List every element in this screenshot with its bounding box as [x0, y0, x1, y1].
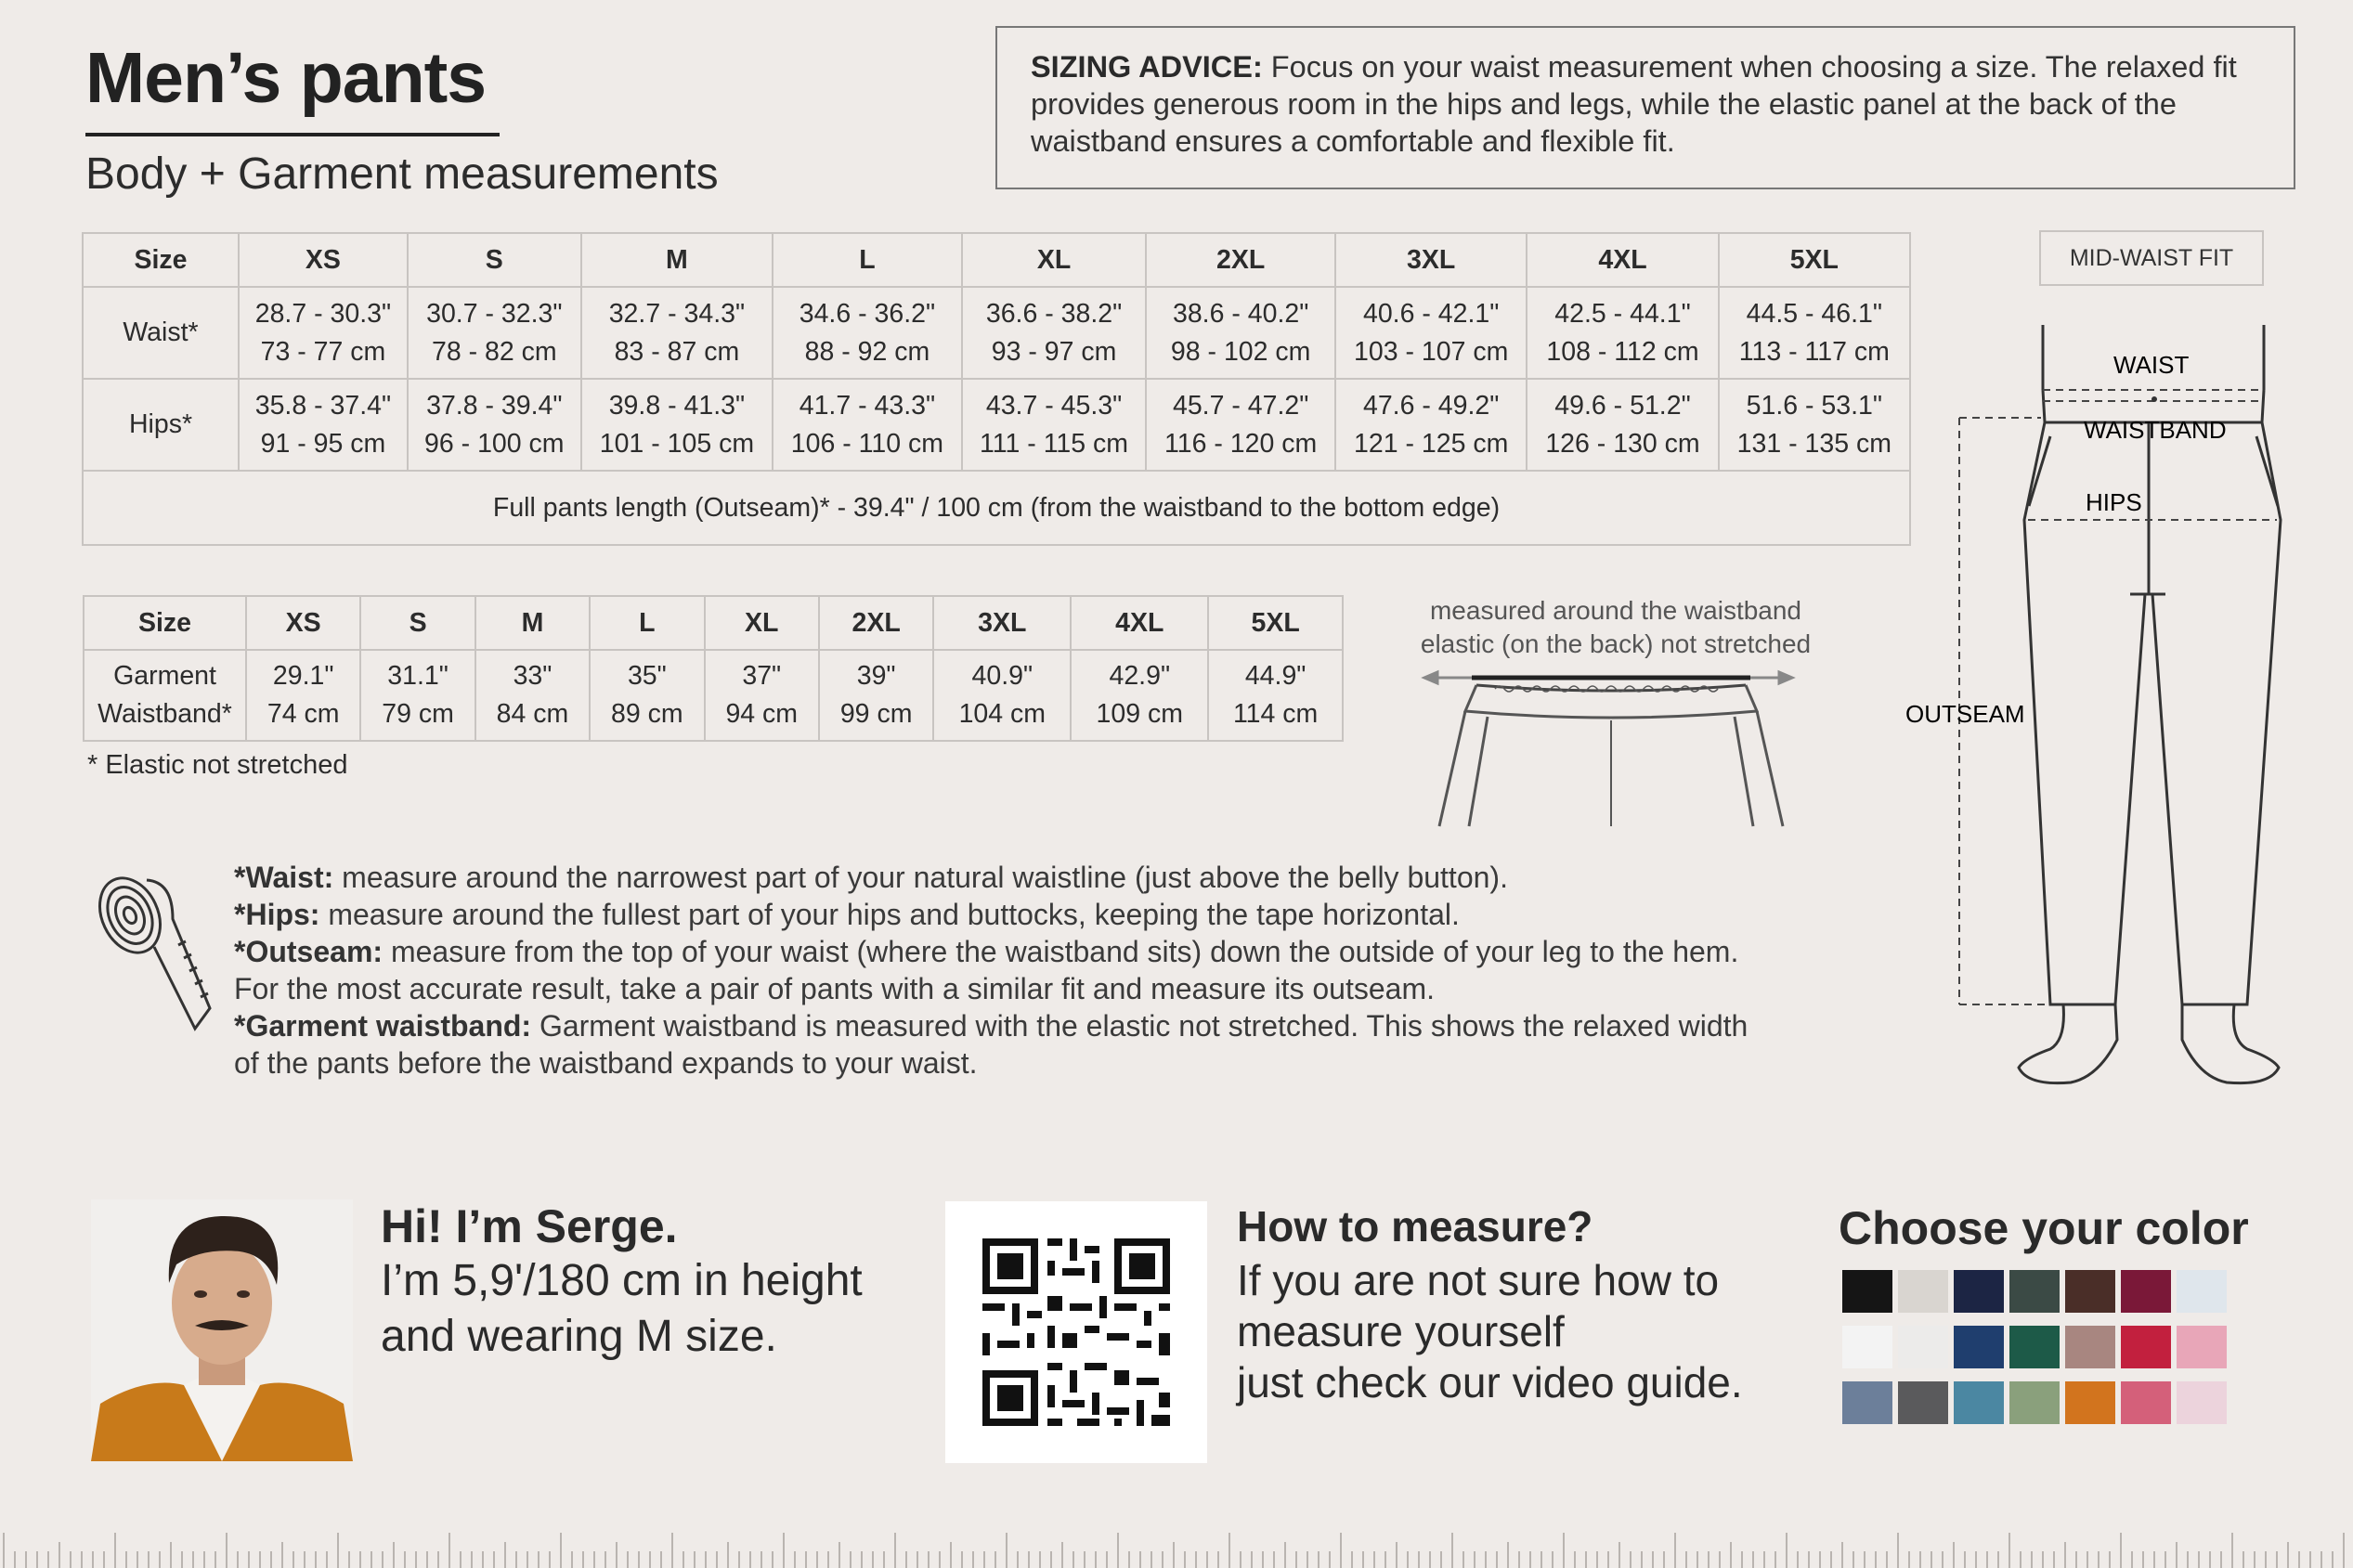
legend-text: Garment waistband is measured with the elastic not stretched. This shows the relaxed width of the pants before the waistband expands to your waist.	[234, 1009, 1748, 1080]
color-swatch[interactable]	[1954, 1270, 2004, 1313]
label-line: Garment	[113, 661, 216, 691]
title-underline	[85, 133, 500, 136]
garment-waistband-label	[84, 650, 246, 741]
cell-cm: 88 - 92 cm	[804, 336, 930, 367]
legend-term: *Hips:	[234, 898, 320, 931]
tape-measure-icon	[89, 862, 214, 1034]
cell-inches: 36.6 - 38.2"	[985, 298, 1123, 329]
size-col-4xl: 4XL	[1071, 596, 1208, 650]
cell-inches: 44.9"	[1244, 661, 1306, 691]
legend-term: *Waist:	[234, 861, 334, 894]
cell-inches: 34.6 - 36.2"	[799, 298, 936, 329]
cell-inches: 40.6 - 42.1"	[1362, 298, 1500, 329]
model-name: Hi! I’m Serge.	[381, 1200, 678, 1252]
cell-inches: 29.1"	[272, 661, 334, 691]
sizing-advice-text: Focus on your waist measurement when choosing a size. The relaxed fit provides generous room in the hips and legs, while the elastic panel at the back of the waistband ensures a comfortable and flexible fit.	[1031, 50, 2237, 158]
table-cell	[1719, 287, 1910, 379]
cell-inches: 28.7 - 30.3"	[254, 298, 392, 329]
cell-cm: 114 cm	[1232, 699, 1319, 729]
sizing-advice-box	[995, 26, 2295, 189]
color-swatch[interactable]	[2121, 1381, 2171, 1424]
cell-inches: 37.8 - 39.4"	[426, 390, 563, 421]
cell-inches: 43.7 - 45.3"	[985, 390, 1123, 421]
cell-inches: 39"	[856, 661, 896, 691]
color-swatch[interactable]	[1842, 1326, 1892, 1368]
hips-row	[83, 379, 1910, 471]
table-header-row	[83, 233, 1910, 287]
color-swatch[interactable]	[1954, 1326, 2004, 1368]
table-cell	[1146, 287, 1335, 379]
size-col-m: M	[475, 596, 590, 650]
ruler-decoration	[0, 1495, 2353, 1568]
cell-inches: 31.1"	[387, 661, 448, 691]
cell-inches: 39.8 - 41.3"	[608, 390, 746, 421]
legend-item-outseam	[234, 933, 1775, 1007]
table-cell	[408, 379, 581, 471]
cell-cm: 121 - 125 cm	[1354, 428, 1509, 459]
size-header: Size	[83, 233, 239, 287]
cell-inches: 30.7 - 32.3"	[426, 298, 563, 329]
garment-waistband-row	[84, 650, 1343, 741]
size-col-m: M	[581, 233, 773, 287]
cell-cm: 131 - 135 cm	[1736, 428, 1892, 459]
how-to-measure-text: measure yourself	[1237, 1307, 1565, 1355]
size-col-2xl: 2XL	[819, 596, 933, 650]
cell-inches: 38.6 - 40.2"	[1172, 298, 1309, 329]
size-col-xs: XS	[246, 596, 360, 650]
hips-label: Hips*	[83, 379, 239, 471]
how-to-measure-text: just check our video guide.	[1237, 1358, 1743, 1406]
table-cell	[239, 287, 408, 379]
cell-cm: 94 cm	[725, 699, 799, 729]
size-col-4xl: 4XL	[1527, 233, 1718, 287]
color-swatch[interactable]	[2065, 1381, 2115, 1424]
cell-cm: 93 - 97 cm	[991, 336, 1117, 367]
color-swatch[interactable]	[2009, 1326, 2060, 1368]
table-cell	[408, 287, 581, 379]
size-col-xl: XL	[705, 596, 819, 650]
cell-cm: 89 cm	[611, 699, 683, 729]
label-line: Waistband*	[98, 699, 232, 729]
size-col-s: S	[360, 596, 474, 650]
color-swatch[interactable]	[2177, 1381, 2227, 1424]
color-swatch[interactable]	[2121, 1326, 2171, 1368]
table-cell	[581, 287, 773, 379]
color-swatch[interactable]	[2177, 1270, 2227, 1313]
waist-diagram-label: WAIST	[2113, 351, 2190, 379]
cell-cm: 111 - 115 cm	[980, 428, 1129, 459]
model-height: I’m 5,9'/180 cm in height	[381, 1256, 863, 1305]
sizing-advice-label: SIZING ADVICE:	[1031, 50, 1263, 84]
table-cell	[1208, 650, 1343, 741]
table-cell	[773, 287, 962, 379]
cell-inches: 37"	[742, 661, 782, 691]
outseam-diagram-label: OUTSEAM	[1905, 700, 2025, 728]
legend-term: *Outseam:	[234, 935, 384, 968]
waistband-diagram-caption	[1374, 594, 1857, 661]
elastic-footnote: * Elastic not stretched	[87, 750, 348, 780]
table-cell	[1335, 379, 1527, 471]
cell-cm: 113 - 117 cm	[1738, 336, 1890, 367]
cell-inches: 41.7 - 43.3"	[799, 390, 936, 421]
color-swatch[interactable]	[2009, 1381, 2060, 1424]
legend-term: *Garment waistband:	[234, 1009, 532, 1043]
table-cell	[1146, 379, 1335, 471]
color-swatch[interactable]	[2121, 1270, 2171, 1313]
size-col-xs: XS	[239, 233, 408, 287]
table-cell	[1527, 287, 1718, 379]
size-col-5xl: 5XL	[1208, 596, 1343, 650]
table-cell	[590, 650, 704, 741]
cell-inches: 35"	[627, 661, 667, 691]
color-swatch-grid	[1842, 1270, 2232, 1437]
cell-cm: 116 - 120 cm	[1164, 428, 1318, 459]
full-length-row	[83, 471, 1910, 545]
waist-label: Waist*	[83, 287, 239, 379]
cell-inches: 40.9"	[971, 661, 1034, 691]
table-cell	[1527, 379, 1718, 471]
table-cell	[239, 379, 408, 471]
size-col-2xl: 2XL	[1146, 233, 1335, 287]
table-cell	[819, 650, 933, 741]
body-measurement-table	[82, 232, 1911, 546]
cell-inches: 45.7 - 47.2"	[1172, 390, 1309, 421]
size-col-5xl: 5XL	[1719, 233, 1910, 287]
hips-diagram-label: HIPS	[2086, 488, 2142, 516]
measurement-legend	[234, 859, 1775, 1082]
color-swatch[interactable]	[2065, 1326, 2115, 1368]
cell-inches: 49.6 - 51.2"	[1554, 390, 1691, 421]
table-cell	[962, 287, 1147, 379]
legend-text: measure from the top of your waist (where the waistband sits) down the outside of your leg to the hem. For the most accurate result, take a pair of pants with a similar fit and measure its outseam.	[234, 935, 1739, 1005]
color-swatch[interactable]	[1898, 1270, 1948, 1313]
table-cell	[246, 650, 360, 741]
page-title: Men’s pants	[85, 38, 487, 118]
color-swatch[interactable]	[1842, 1381, 1892, 1424]
cell-cm: 91 - 95 cm	[260, 428, 386, 459]
cell-cm: 126 - 130 cm	[1545, 428, 1700, 459]
legend-item-garment-waistband	[234, 1007, 1775, 1082]
cell-inches: 42.9"	[1109, 661, 1171, 691]
how-to-measure-title: How to measure?	[1237, 1202, 1593, 1251]
cell-cm: 79 cm	[382, 699, 454, 729]
caption-line: elastic (on the back) not stretched	[1420, 629, 1812, 658]
color-swatch[interactable]	[1954, 1381, 2004, 1424]
choose-color-title: Choose your color	[1839, 1202, 2249, 1254]
table-cell	[1071, 650, 1208, 741]
cell-cm: 99 cm	[839, 699, 913, 729]
waistband-diagram	[1421, 659, 1792, 832]
caption-line: measured around the waistband	[1429, 596, 1802, 625]
legend-item-waist	[234, 859, 1775, 896]
how-to-measure-text: If you are not sure how to	[1237, 1256, 1720, 1304]
size-header: Size	[84, 596, 246, 650]
cell-inches: 51.6 - 53.1"	[1746, 390, 1883, 421]
cell-inches: 47.6 - 49.2"	[1362, 390, 1500, 421]
legend-text: measure around the narrowest part of your natural waistline (just above the belly button).	[333, 861, 1508, 894]
cell-cm: 103 - 107 cm	[1354, 336, 1509, 367]
cell-cm: 78 - 82 cm	[431, 336, 557, 367]
qr-code-icon	[945, 1201, 1207, 1463]
table-cell	[581, 379, 773, 471]
waistband-diagram-label: WAISTBAND	[2084, 416, 2227, 444]
size-col-3xl: 3XL	[1335, 233, 1527, 287]
cell-inches: 35.8 - 37.4"	[254, 390, 392, 421]
cell-inches: 42.5 - 44.1"	[1554, 298, 1691, 329]
cell-inches: 32.7 - 34.3"	[608, 298, 746, 329]
cell-cm: 96 - 100 cm	[424, 428, 565, 459]
size-col-xl: XL	[962, 233, 1147, 287]
color-swatch[interactable]	[2177, 1326, 2227, 1368]
cell-cm: 84 cm	[496, 699, 569, 729]
size-col-3xl: 3XL	[933, 596, 1071, 650]
full-length-note: Full pants length (Outseam)* - 39.4" / 100 cm (from the waistband to the bottom edge)	[83, 471, 1910, 545]
color-swatch[interactable]	[2065, 1270, 2115, 1313]
table-cell	[962, 379, 1147, 471]
table-cell	[1335, 287, 1527, 379]
cell-inches: 33"	[513, 661, 552, 691]
legend-item-hips	[234, 896, 1775, 933]
cell-cm: 101 - 105 cm	[599, 428, 755, 459]
cell-cm: 104 cm	[958, 699, 1046, 729]
table-cell	[360, 650, 474, 741]
color-swatch[interactable]	[1898, 1326, 1948, 1368]
cell-cm: 98 - 102 cm	[1170, 336, 1311, 367]
size-col-s: S	[408, 233, 581, 287]
color-swatch[interactable]	[1842, 1270, 1892, 1313]
cell-cm: 106 - 110 cm	[790, 428, 944, 459]
table-cell	[1719, 379, 1910, 471]
table-cell	[705, 650, 819, 741]
color-swatch[interactable]	[1898, 1381, 1948, 1424]
table-cell	[773, 379, 962, 471]
legend-text: measure around the fullest part of your hips and buttocks, keeping the tape horizontal.	[319, 898, 1460, 931]
qr-code[interactable]	[945, 1201, 1207, 1463]
model-avatar	[91, 1199, 353, 1461]
cell-cm: 74 cm	[266, 699, 340, 729]
table-cell	[475, 650, 590, 741]
table-header-row	[84, 596, 1343, 650]
garment-waistband-table	[83, 595, 1344, 742]
cell-inches: 44.5 - 46.1"	[1746, 298, 1883, 329]
color-swatch[interactable]	[2009, 1270, 2060, 1313]
size-col-l: L	[590, 596, 704, 650]
cell-cm: 109 cm	[1096, 699, 1183, 729]
size-col-l: L	[773, 233, 962, 287]
mid-waist-fit-label: MID-WAIST FIT	[2039, 230, 2264, 286]
cell-cm: 73 - 77 cm	[260, 336, 386, 367]
table-cell	[933, 650, 1071, 741]
page-subtitle: Body + Garment measurements	[85, 149, 719, 199]
pants-fit-diagram	[1905, 306, 2303, 1095]
model-size: and wearing M size.	[381, 1312, 777, 1361]
waist-row	[83, 287, 1910, 379]
cell-cm: 108 - 112 cm	[1546, 336, 1699, 367]
cell-cm: 83 - 87 cm	[614, 336, 740, 367]
